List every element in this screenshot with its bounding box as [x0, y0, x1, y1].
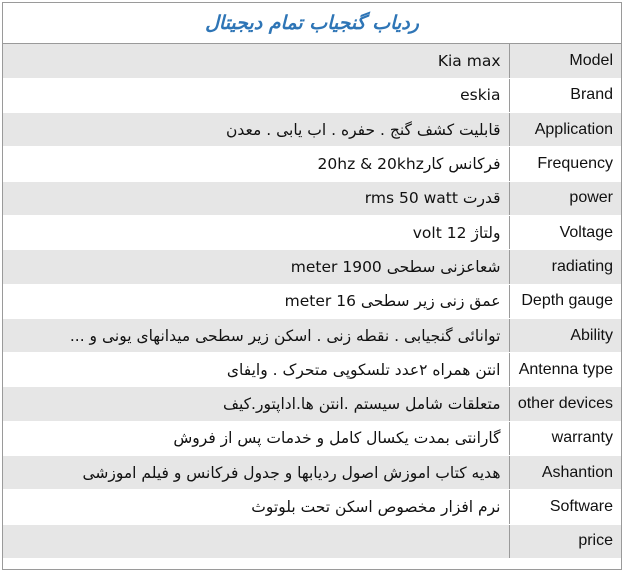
table-row [3, 524, 621, 558]
row-value: قدرت rms 50 watt [3, 181, 509, 215]
row-value: شعاعزنی سطحی 1900 meter [3, 250, 509, 284]
row-value [3, 524, 509, 558]
row-label: Antenna type [509, 353, 621, 387]
row-label: Brand [509, 78, 621, 112]
page-title: ردیاب گنجیاب تمام دیجیتال [205, 12, 419, 34]
row-value: فرکانس کار20hz & 20khz [3, 147, 509, 181]
table-row [3, 78, 621, 112]
table-row [3, 284, 621, 318]
table-row [3, 181, 621, 215]
row-value: توانائی گنجیابی . نقطه زنی . اسکن زیر سطحی میدانهای یونی و ... [3, 318, 509, 352]
table-row [3, 250, 621, 284]
row-value: انتن همراه ۲عدد تلسکوپی متحرک . وایفای [3, 353, 509, 387]
table-row [3, 490, 621, 524]
table-row [3, 318, 621, 352]
row-label: Depth gauge [509, 284, 621, 318]
row-label: Ashantion [509, 456, 621, 490]
title-row [3, 3, 621, 44]
row-label: price [509, 524, 621, 558]
table-row [3, 147, 621, 181]
row-label: warranty [509, 421, 621, 455]
spec-sheet [2, 2, 622, 570]
row-label: power [509, 181, 621, 215]
table-row [3, 456, 621, 490]
row-value: eskia [3, 78, 509, 112]
row-label: Software [509, 490, 621, 524]
row-value: متعلقات شامل سیستم .انتن ها.اداپتور.کیف [3, 387, 509, 421]
table-row [3, 44, 621, 78]
row-value: عمق زنی زیر سطحی 16 meter [3, 284, 509, 318]
table-row [3, 421, 621, 455]
row-label: Frequency [509, 147, 621, 181]
row-label: Model [509, 44, 621, 78]
row-label: Ability [509, 318, 621, 352]
row-label: Application [509, 113, 621, 147]
row-label: radiating [509, 250, 621, 284]
row-value: گارانتی بمدت یکسال کامل و خدمات پس از فروش [3, 421, 509, 455]
row-value: هدیه کتاب اموزش اصول ردیابها و جدول فرکانس و فیلم اموزشی [3, 456, 509, 490]
row-label: Voltage [509, 215, 621, 249]
row-value: نرم افزار مخصوص اسکن تحت بلوتوث [3, 490, 509, 524]
row-value: Kia max [3, 44, 509, 78]
table-row [3, 215, 621, 249]
table-row [3, 387, 621, 421]
spec-table [3, 44, 621, 559]
row-value: قابلیت کشف گنج . حفره . اب یابی . معدن [3, 113, 509, 147]
row-value: ولتاژ 12 volt [3, 215, 509, 249]
table-row [3, 353, 621, 387]
table-row [3, 113, 621, 147]
row-label: other devices [509, 387, 621, 421]
